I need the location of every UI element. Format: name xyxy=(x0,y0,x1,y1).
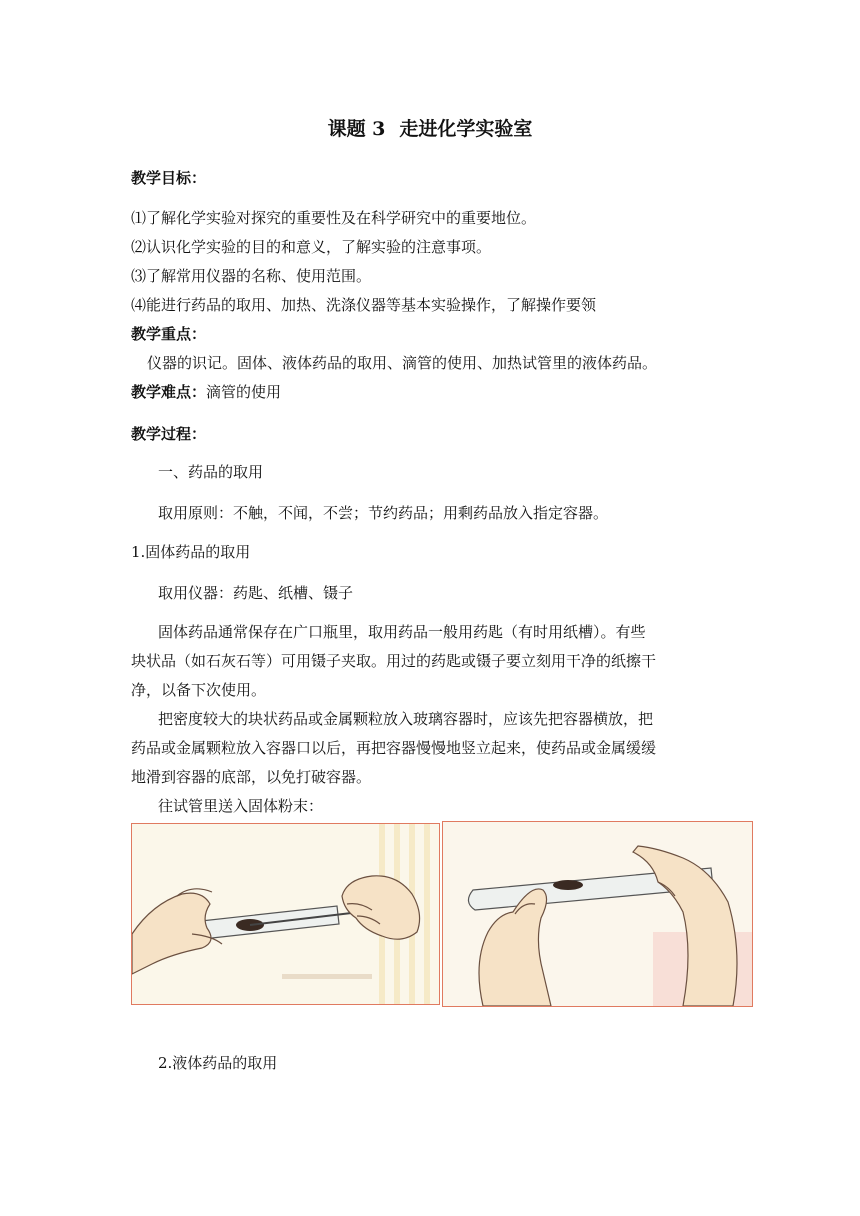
figure-caption: 往试管里送入固体粉末： xyxy=(158,797,324,815)
paragraph-line: 净，以备下次使用。 xyxy=(131,681,267,699)
key-points-text: 仪器的识记。固体、液体药品的取用、滴管的使用、加热试管里的液体药品。 xyxy=(147,354,658,372)
tilt-tube-illustration xyxy=(443,822,752,1006)
lesson-title: 走进化学实验室 xyxy=(399,118,533,140)
objective-item: ⑶了解常用仪器的名称、使用范围。 xyxy=(131,267,372,285)
difficulty-heading: 教学难点： xyxy=(131,383,207,401)
spatula-insertion-figure xyxy=(131,823,440,1005)
principle-text: 取用原则：不触，不闻，不尝；节约药品；用剩药品放入指定容器。 xyxy=(158,504,609,522)
objectives-heading: 教学目标： xyxy=(131,169,207,187)
lesson-number: 课题 3 xyxy=(327,118,386,140)
paragraph-line: 地滑到容器的底部，以免打破容器。 xyxy=(131,768,372,786)
difficulty-line xyxy=(131,382,281,402)
objective-item: ⑵认识化学实验的目的和意义，了解实验的注意事项。 xyxy=(131,238,492,256)
process-heading: 教学过程： xyxy=(131,425,207,443)
instruments-text: 取用仪器：药匙、纸槽、镊子 xyxy=(158,584,354,602)
subsection-heading: 1.固体药品的取用 xyxy=(131,543,251,561)
key-points-heading: 教学重点： xyxy=(131,325,207,343)
objective-item: ⑴了解化学实验对探究的重要性及在科学研究中的重要地位。 xyxy=(131,209,537,227)
tilt-tube-figure xyxy=(442,821,753,1007)
page-title xyxy=(0,116,860,142)
subsection-heading: 2.液体药品的取用 xyxy=(158,1054,278,1072)
paragraph-line: 把密度较大的块状药品或金属颗粒放入玻璃容器时，应该先把容器横放，把 xyxy=(158,710,654,728)
difficulty-text: 滴管的使用 xyxy=(206,383,282,401)
spatula-insertion-illustration xyxy=(132,824,439,1004)
paragraph-line: 固体药品通常保存在广口瓶里，取用药品一般用药匙（有时用纸槽）。有些 xyxy=(158,623,646,641)
objective-item: ⑷能进行药品的取用、加热、洗涤仪器等基本实验操作，了解操作要领 xyxy=(131,296,597,314)
section-heading: 一、药品的取用 xyxy=(158,463,264,481)
paragraph-line: 块状品（如石灰石等）可用镊子夹取。用过的药匙或镊子要立刻用干净的纸擦干 xyxy=(131,652,657,670)
paragraph-line: 药品或金属颗粒放入容器口以后，再把容器慢慢地竖立起来，使药品或金属缓缓 xyxy=(131,739,657,757)
